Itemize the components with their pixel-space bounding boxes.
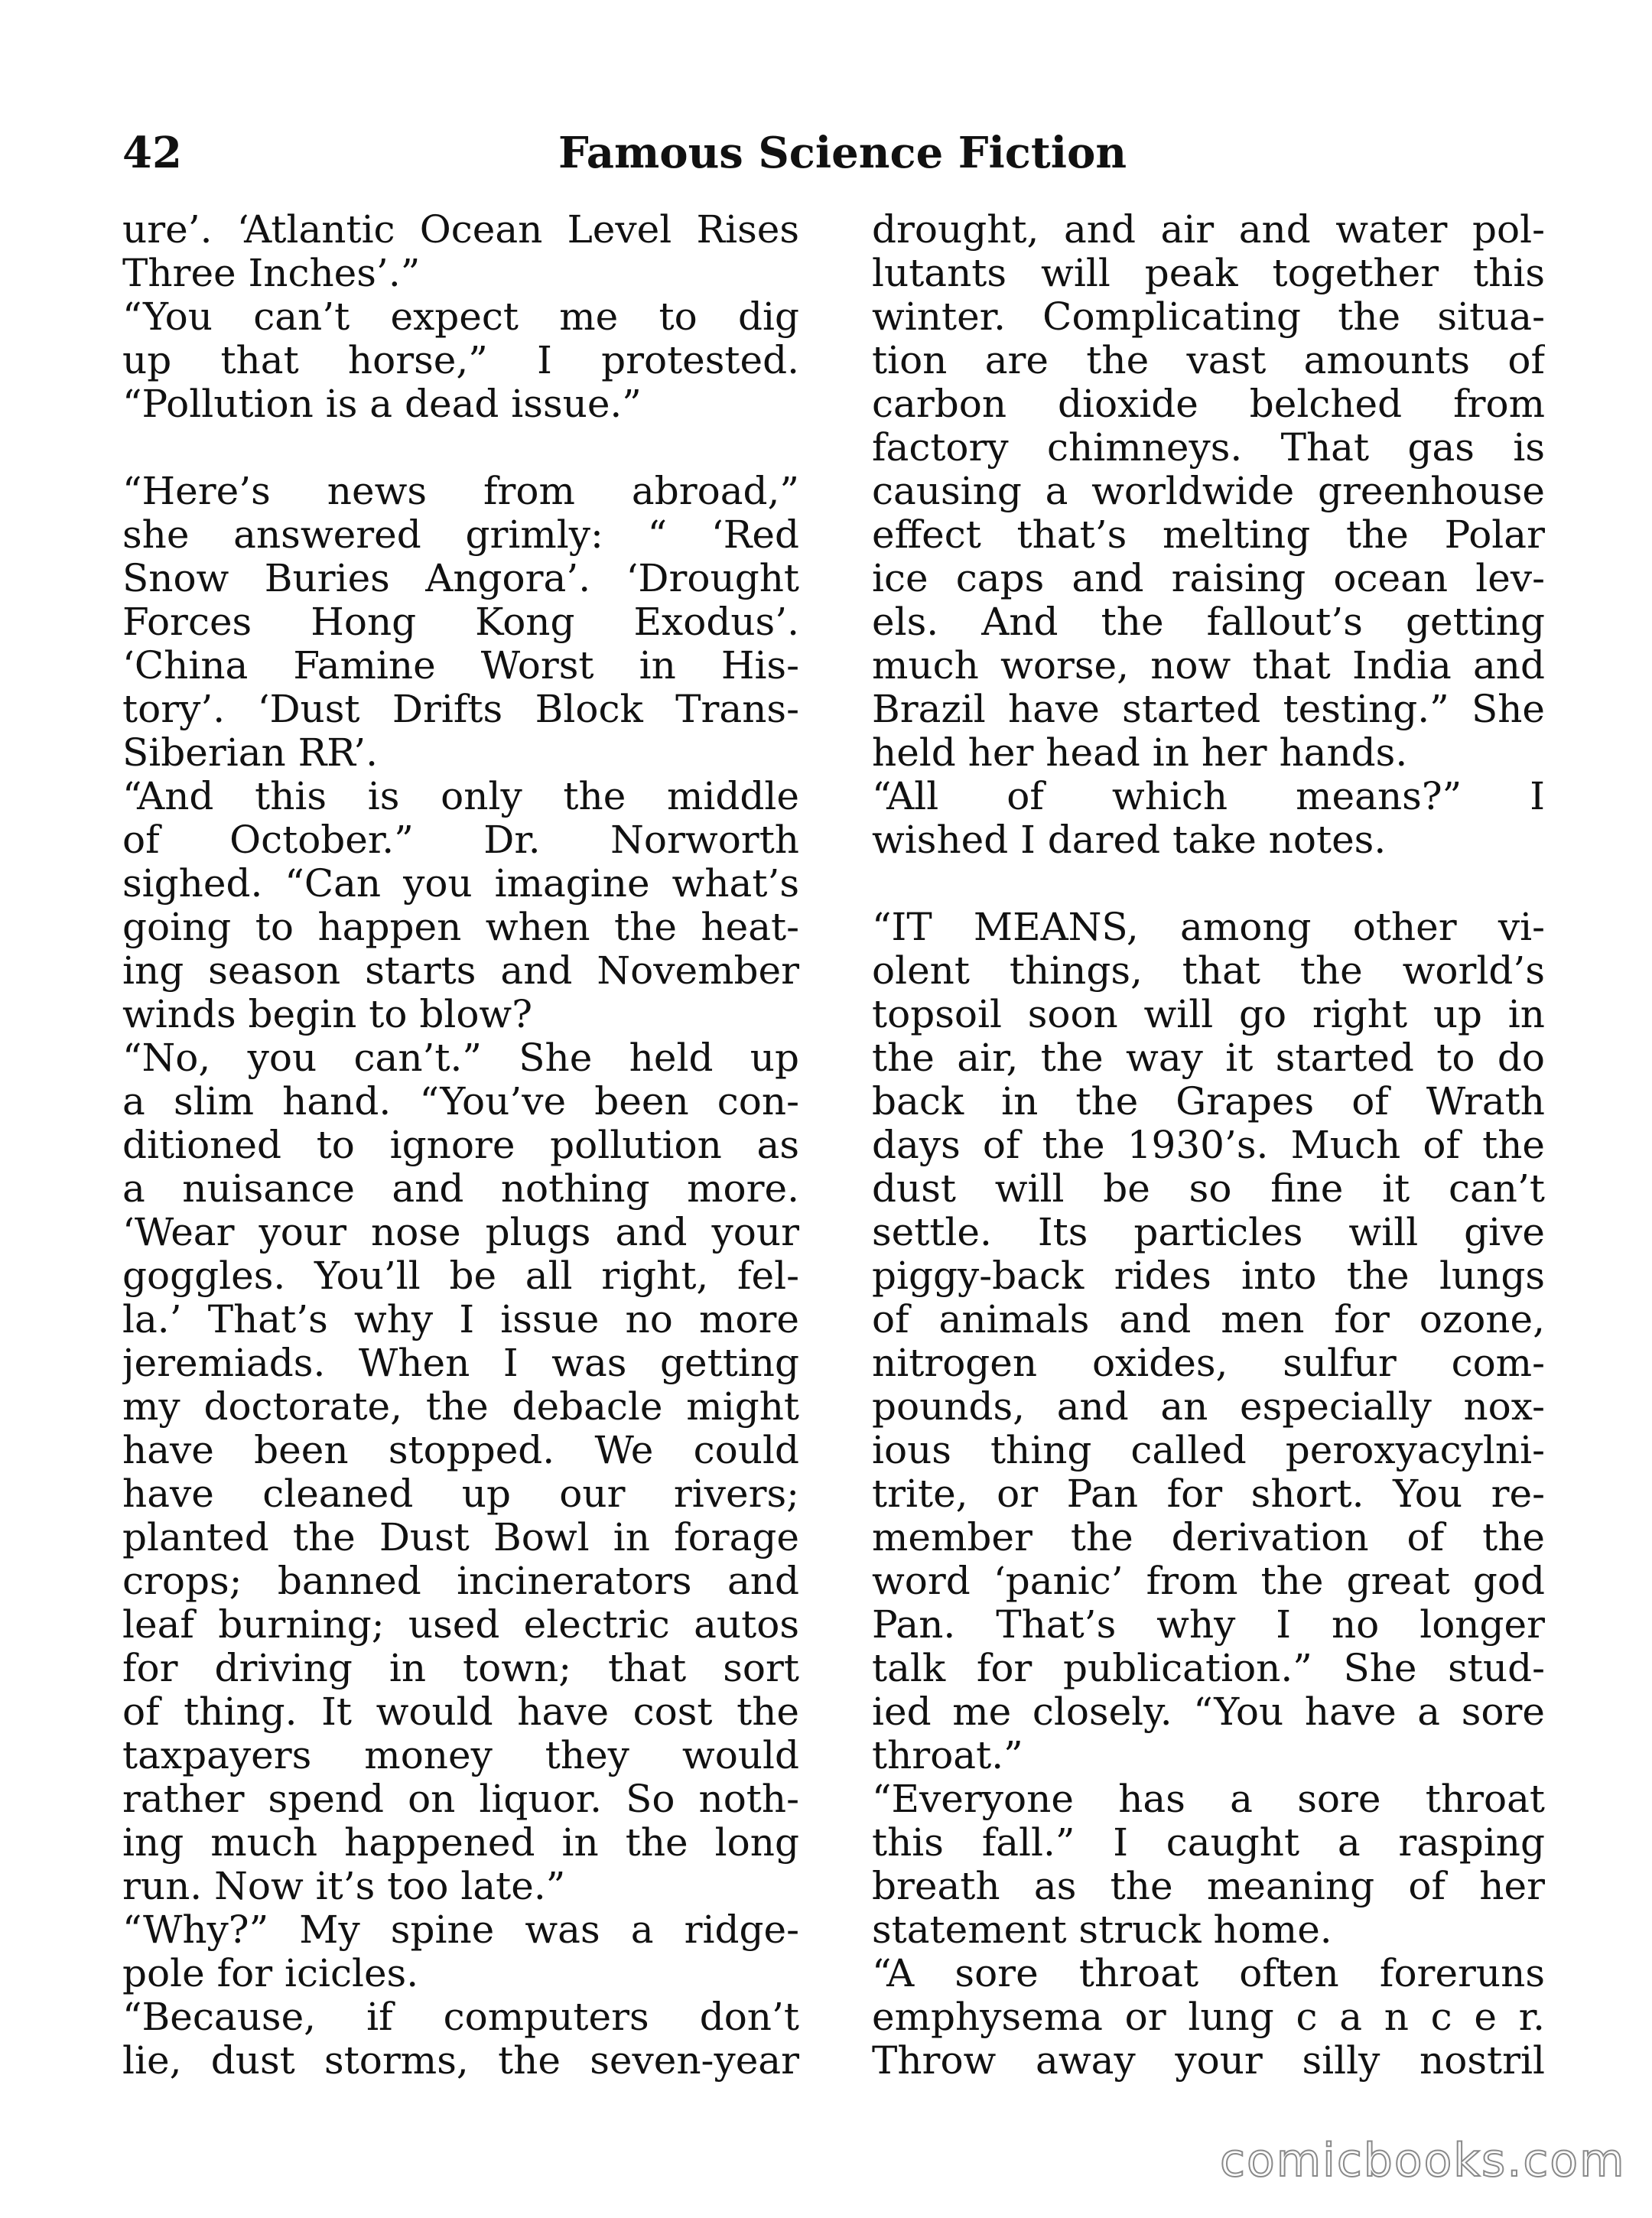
- text-line: word ‘panic’ from the great god: [872, 1559, 1545, 1603]
- text-line: winds begin to blow?: [122, 993, 533, 1036]
- text-line: Three Inches’.”: [122, 252, 421, 295]
- text-line: “A sore throat often foreruns: [872, 1952, 1545, 1995]
- text-line: “All of which means?” I: [872, 775, 1545, 818]
- text-line: “Here’s news from abroad,”: [122, 470, 799, 513]
- text-line: factory chimneys. That gas is: [872, 426, 1545, 470]
- text-line: statement struck home.: [872, 1908, 1332, 1952]
- text-line: la.’ That’s why I issue no more: [122, 1298, 799, 1342]
- left-column: [122, 208, 799, 2083]
- text-line: up that horse,” I protested.: [122, 339, 799, 382]
- text-line: crops; banned incinerators and: [122, 1559, 799, 1603]
- text-line: lutants will peak together this: [872, 252, 1545, 295]
- text-line: days of the 1930’s. Much of the: [872, 1124, 1545, 1167]
- text-line: winter. Complicating the situa-: [872, 295, 1545, 339]
- page-number: 42: [122, 128, 182, 178]
- text-line: rather spend on liquor. So noth-: [122, 1777, 799, 1821]
- text-line: trite, or Pan for short. You re-: [872, 1472, 1545, 1516]
- text-line: els. And the fallout’s getting: [872, 600, 1545, 644]
- text-line: “Because, if computers don’t: [122, 1995, 799, 2039]
- text-line: of October.” Dr. Norworth: [122, 818, 799, 862]
- text-line: throat.”: [872, 1734, 1023, 1777]
- text-line: lie, dust storms, the seven-year: [122, 2039, 799, 2083]
- text-line: effect that’s melting the Polar: [872, 513, 1545, 557]
- text-line: Throw away your silly nostril: [872, 2039, 1545, 2083]
- text-line: [122, 426, 799, 470]
- text-line: “IT MEANS, among other vi-: [872, 906, 1545, 949]
- text-line: piggy-back rides into the lungs: [872, 1254, 1545, 1298]
- text-line: ied me closely. “You have a sore: [872, 1690, 1545, 1734]
- text-line: ing much happened in the long: [122, 1821, 799, 1865]
- text-line: for driving in town; that sort: [122, 1647, 799, 1690]
- text-line: talk for publication.” She stud-: [872, 1647, 1545, 1690]
- text-line: “Everyone has a sore throat: [872, 1777, 1545, 1821]
- text-line: topsoil soon will go right up in: [872, 993, 1545, 1036]
- text-line: Siberian RR’.: [122, 731, 378, 775]
- running-title: Famous Science Fiction: [558, 128, 1127, 178]
- text-line: “Pollution is a dead issue.”: [122, 382, 642, 426]
- text-line: Brazil have started testing.” She: [872, 688, 1545, 731]
- text-line: breath as the meaning of her: [872, 1865, 1545, 1908]
- text-line: ‘Wear your nose plugs and your: [122, 1211, 799, 1254]
- text-line: ditioned to ignore pollution as: [122, 1124, 799, 1167]
- text-line: carbon dioxide belched from: [872, 382, 1545, 426]
- text-line: Snow Buries Angora’. ‘Drought: [122, 557, 799, 600]
- text-line: causing a worldwide greenhouse: [872, 470, 1545, 513]
- text-line: tion are the vast amounts of: [872, 339, 1545, 382]
- text-line: sighed. “Can you imagine what’s: [122, 862, 799, 906]
- text-line: settle. Its particles will give: [872, 1211, 1545, 1254]
- text-line: goggles. You’ll be all right, fel-: [122, 1254, 799, 1298]
- text-line: planted the Dust Bowl in forage: [122, 1516, 799, 1559]
- text-line: ‘China Famine Worst in His-: [122, 644, 799, 688]
- text-line: “You can’t expect me to dig: [122, 295, 799, 339]
- text-line: ice caps and raising ocean lev-: [872, 557, 1545, 600]
- text-line: leaf burning; used electric autos: [122, 1603, 799, 1647]
- text-line: ure’. ‘Atlantic Ocean Level Rises: [122, 208, 799, 252]
- text-line: olent things, that the world’s: [872, 949, 1545, 993]
- text-line: run. Now it’s too late.”: [122, 1865, 566, 1908]
- text-line: jeremiads. When I was getting: [122, 1342, 799, 1385]
- text-line: “Why?” My spine was a ridge-: [122, 1908, 799, 1952]
- text-line: dust will be so fine it can’t: [872, 1167, 1545, 1211]
- text-line: wished I dared take notes.: [872, 818, 1387, 862]
- text-line: pole for icicles.: [122, 1952, 419, 1995]
- text-line: member the derivation of the: [872, 1516, 1545, 1559]
- text-line: tory’. ‘Dust Drifts Block Trans-: [122, 688, 799, 731]
- text-line: [872, 862, 1545, 906]
- text-line: going to happen when the heat-: [122, 906, 799, 949]
- text-line: pounds, and an especially nox-: [872, 1385, 1545, 1429]
- text-line: my doctorate, the debacle might: [122, 1385, 799, 1429]
- text-line: back in the Grapes of Wrath: [872, 1080, 1545, 1124]
- text-line: “And this is only the middle: [122, 775, 799, 818]
- text-line: of thing. It would have cost the: [122, 1690, 799, 1734]
- watermark-logo: comicbooks.com: [1220, 2134, 1626, 2187]
- text-line: ing season starts and November: [122, 949, 799, 993]
- text-line: have cleaned up our rivers;: [122, 1472, 799, 1516]
- text-line: a slim hand. “You’ve been con-: [122, 1080, 799, 1124]
- text-line: this fall.” I caught a rasping: [872, 1821, 1545, 1865]
- text-line: have been stopped. We could: [122, 1429, 799, 1472]
- text-line: held her head in her hands.: [872, 731, 1408, 775]
- text-line: ious thing called peroxyacylni-: [872, 1429, 1545, 1472]
- text-line: Pan. That’s why I no longer: [872, 1603, 1545, 1647]
- text-line: the air, the way it started to do: [872, 1036, 1545, 1080]
- text-line: nitrogen oxides, sulfur com-: [872, 1342, 1545, 1385]
- text-line: a nuisance and nothing more.: [122, 1167, 799, 1211]
- text-line: “No, you can’t.” She held up: [122, 1036, 799, 1080]
- text-line: Forces Hong Kong Exodus’.: [122, 600, 799, 644]
- text-line: much worse, now that India and: [872, 644, 1545, 688]
- right-column: [872, 208, 1545, 2083]
- text-line: of animals and men for ozone,: [872, 1298, 1545, 1342]
- text-line: taxpayers money they would: [122, 1734, 799, 1777]
- text-line: drought, and air and water pol-: [872, 208, 1545, 252]
- text-line: she answered grimly: “ ‘Red: [122, 513, 799, 557]
- text-line: emphysema or lung c a n c e r.: [872, 1995, 1545, 2039]
